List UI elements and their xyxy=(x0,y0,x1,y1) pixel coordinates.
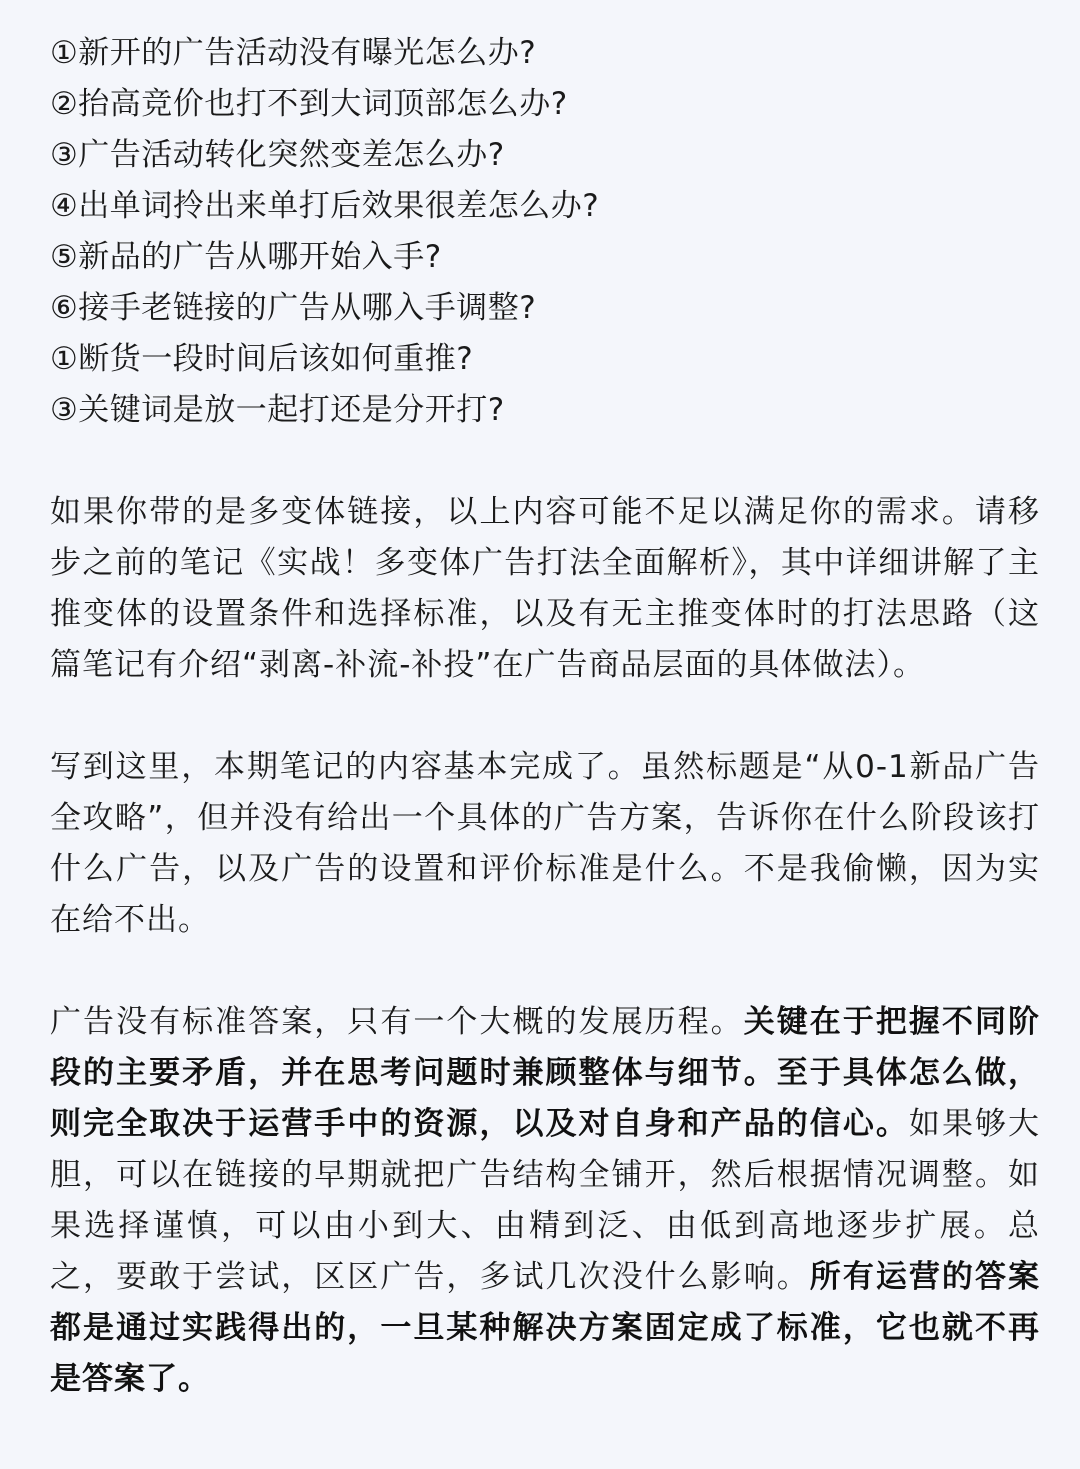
paragraph-summary: 写到这里，本期笔记的内容基本完成了。虽然标题是“从0-1新品广告全攻略”，但并没有给出一个具体的广告方案，告诉你在什么阶段该打什么广告，以及广告的设置和评价标准是什么。不是我偷懒，因为实在给不出。 xyxy=(50,749,1040,938)
question-item: ③关键词是放一起打还是分开打? xyxy=(50,392,505,428)
paragraph-conclusion xyxy=(50,997,1040,1405)
question-item: ①新开的广告活动没有曝光怎么办? xyxy=(50,35,537,71)
paragraph-multivariant: 如果你带的是多变体链接，以上内容可能不足以满足你的需求。请移步之前的笔记《实战！多变体广告打法全面解析》，其中详细讲解了主推变体的设置条件和选择标准，以及有无主推变体时的打法思路（这篇笔记有介绍“剥离-补流-补投”在广告商品层面的具体做法）。 xyxy=(50,494,1040,683)
conclusion-bold-2: 所有运营的答案都是通过实践得出的，一旦某种解决方案固定成了标准，它也就不再是答案了。 xyxy=(50,1259,1041,1397)
conclusion-bold-1: 关键在于把握不同阶段的主要矛盾，并在思考问题时兼顾整体与细节。至于具体怎么做，则完全取决于运营手中的资源，以及对自身和产品的信心。 xyxy=(50,1004,1041,1142)
question-item: ③广告活动转化突然变差怎么办? xyxy=(50,137,505,173)
conclusion-text-1: 广告没有标准答案，只有一个大概的发展历程。 xyxy=(50,1004,744,1040)
question-item: ⑥接手老链接的广告从哪入手调整? xyxy=(50,290,537,326)
question-item: ④出单词拎出来单打后效果很差怎么办? xyxy=(50,188,600,224)
conclusion-text-2: 如果够大胆，可以在链接的早期就把广告结构全铺开，然后根据情况调整。如果选择谨慎，可以由小到大、由精到泛、由低到高地逐步扩展。总之，要敢于尝试，区区广告，多试几次没什么影响。 xyxy=(50,1106,1041,1295)
question-item: ①断货一段时间后该如何重推? xyxy=(50,341,474,377)
question-item: ⑤新品的广告从哪开始入手? xyxy=(50,239,442,275)
question-item: ②抬高竞价也打不到大词顶部怎么办? xyxy=(50,86,568,122)
question-list xyxy=(50,28,1040,436)
